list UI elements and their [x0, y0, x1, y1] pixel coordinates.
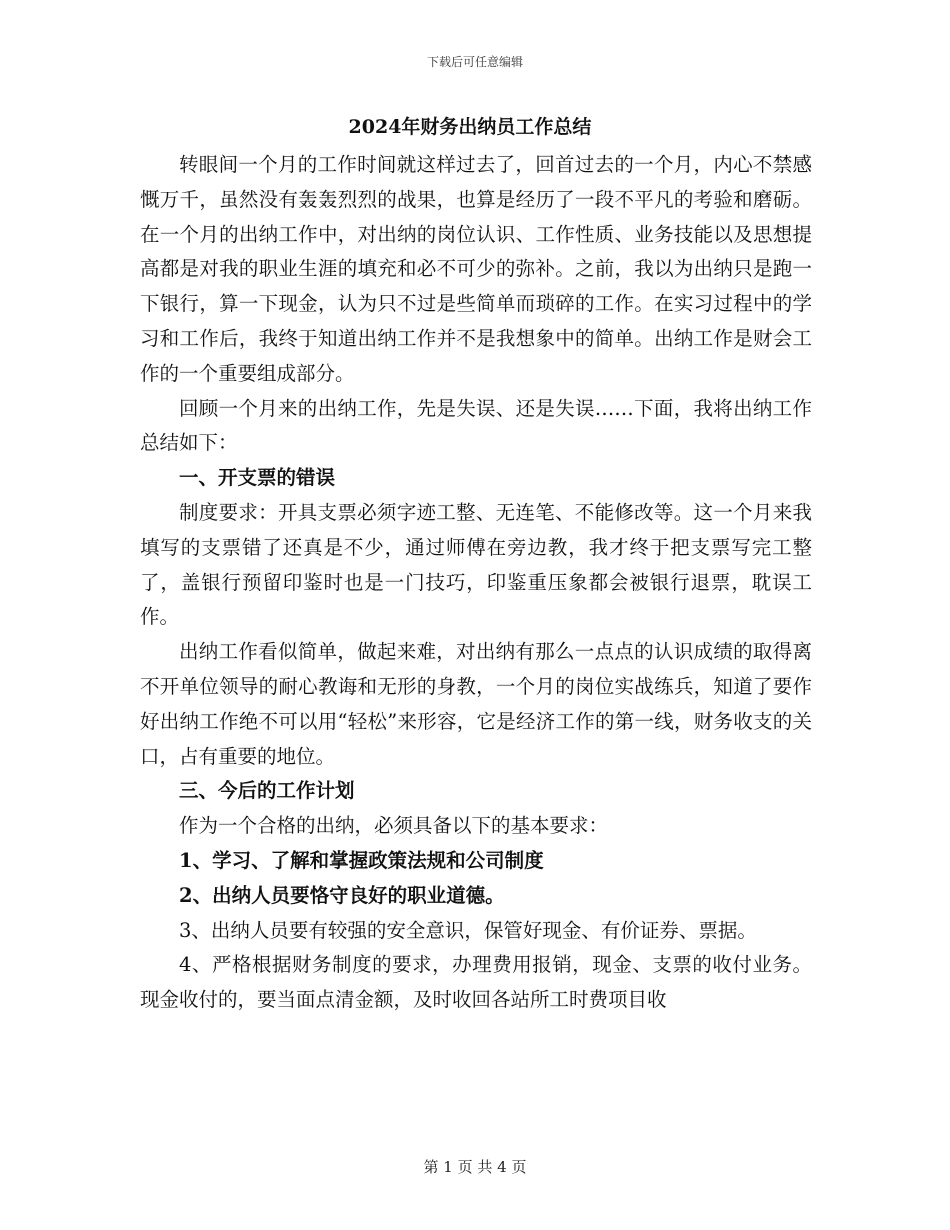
paragraph-cashier-work: 出纳工作看似简单，做起来难，对出纳有那么一点点的认识成绩的取得离不开单位领导的耐心教诲和无形的身教，一个月的岗位实战练兵，知道了要作好出纳工作绝不可以用“轻松”来形容，它是经济工作的第一线，财务收支的关口，占有重要的地位。 — [140, 640, 812, 768]
section-heading-future-plan: 三、今后的工作计划 — [179, 779, 355, 803]
list-item-1: 1、学习、了解和掌握政策法规和公司制度 — [179, 848, 544, 872]
paragraph-intro: 转眼间一个月的工作时间就这样过去了，回首过去的一个月，内心不禁感慨万千，虽然没有轰轰烈烈的战果，也算是经历了一段不平凡的考验和磨砺。在一个月的出纳工作中，对出纳的岗位认识、工作性质、业务技能以及思想提高都是对我的职业生涯的填充和必不可少的弥补。之前，我以为出纳只是跑一下银行，算一下现金，认为只不过是些简单而琐碎的工作。在实习过程中的学习和工作后，我终于知道出纳工作并不是我想象中的简单。出纳工作是财会工作的一个重要组成部分。 — [140, 153, 812, 385]
list-item-4: 4、严格根据财务制度的要求，办理费用报销，现金、支票的收付业务。现金收付的，要当面点清金额，及时收回各站所工时费项目收 — [140, 953, 812, 1012]
paragraph-review: 回顾一个月来的出纳工作，先是失误、还是失误……下面，我将出纳工作总结如下： — [140, 396, 812, 455]
section-heading-check-errors: 一、开支票的错误 — [179, 466, 336, 490]
page-footer: 第 1 页 共 4 页 — [423, 1158, 527, 1176]
paragraph-check-rules: 制度要求：开具支票必须字迹工整、无连笔、不能修改等。这一个月来我填写的支票错了还真是不少，通过师傅在旁边教，我才终于把支票写完工整了，盖银行预留印鉴时也是一门技巧，印鉴重压象都会被银行退票，耽误工作。 — [140, 500, 812, 629]
list-item-3: 3、出纳人员要有较强的安全意识，保管好现金、有价证券、票据。 — [179, 918, 757, 942]
header-note: 下载后可任意编辑 — [426, 55, 523, 69]
list-item-2: 2、出纳人员要恪守良好的职业道德。 — [179, 883, 505, 907]
paragraph-requirements-intro: 作为一个合格的出纳，必须具备以下的基本要求： — [179, 814, 609, 838]
document-body — [140, 148, 812, 1018]
document-title: 2024年财务出纳员工作总结 — [348, 116, 592, 138]
